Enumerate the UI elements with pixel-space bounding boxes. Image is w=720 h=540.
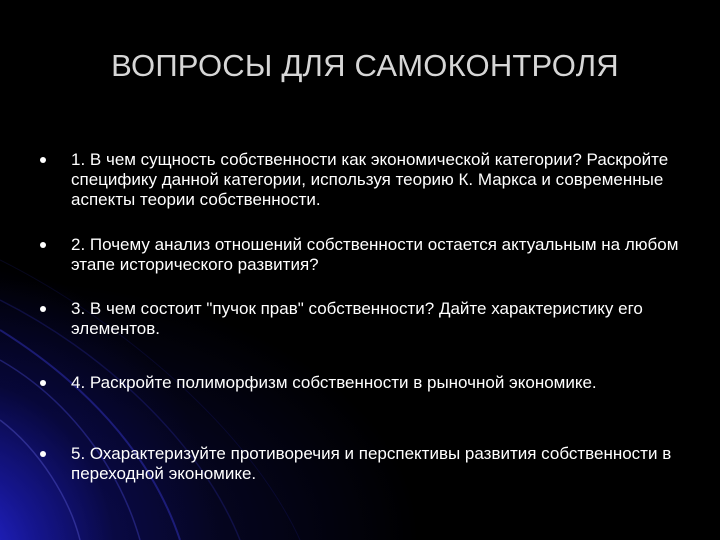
- list-item: [40, 150, 680, 210]
- list-item: [40, 235, 680, 275]
- bullet-icon: [40, 157, 46, 163]
- list-item-text: 3. В чем состоит "пучок прав" собственности? Дайте характеристику его элементов.: [71, 299, 643, 338]
- bullet-icon: [40, 242, 46, 248]
- bullet-icon: [40, 306, 46, 312]
- list-item-text: 4. Раскройте полиморфизм собственности в рыночной экономике.: [71, 373, 597, 392]
- list-item-text: 2. Почему анализ отношений собственности остается актуальным на любом этапе исторического развития?: [71, 235, 679, 274]
- bullet-icon: [40, 380, 46, 386]
- bullet-icon: [40, 451, 46, 457]
- list-item: [40, 299, 680, 339]
- list-item-text: 5. Охарактеризуйте противоречия и перспективы развития собственности в переходной экономике.: [71, 444, 672, 483]
- list-item-text: 1. В чем сущность собственности как экономической категории? Раскройте специфику данной категории, используя теорию К. Маркса и современные аспекты теории собственности.: [71, 150, 669, 209]
- list-item: [40, 373, 680, 393]
- slide-title: ВОПРОСЫ ДЛЯ САМОКОНТРОЛЯ: [111, 48, 619, 83]
- list-item: [40, 444, 680, 484]
